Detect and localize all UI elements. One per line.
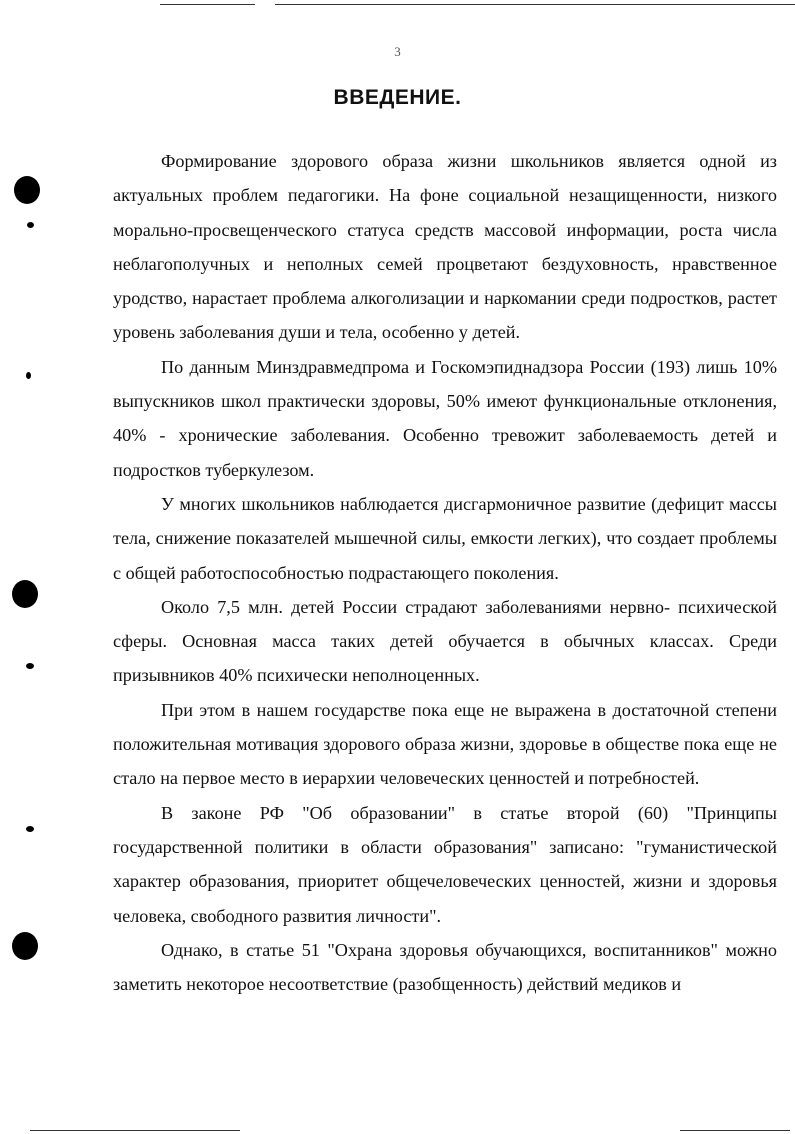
- scan-line-bottom-right: [680, 1130, 790, 1131]
- body-text: [113, 144, 777, 1001]
- paragraph: При этом в нашем государстве пока еще не выражена в достаточной степени положительная мотивация здорового образа жизни, здоровье в обществе пока еще не стало на первое место в иерархии человеческих ценностей и потребностей.: [113, 699, 777, 789]
- speck-3: [26, 663, 34, 669]
- paragraph: В законе РФ "Об образовании" в статье второй (60) "Принципы государственной политики в области образования" записано: "гуманистической характер образования, приоритет общечеловеческих ценностей, жизни и здоровья человека, свободного развития личности".: [113, 802, 777, 926]
- paragraph: Формирование здорового образа жизни школьников является одной из актуальных проблем педагогики. На фоне социальной незащищенности, низкого морально-просвещенческого статуса средств массовой информации, роста числа неблагополучных и неполных семей процветают бездуховность, нравственное уродство, нарастает проблема алкоголизации и наркомании среди подростков, растет уровень заболевания души и тела, особенно у детей.: [113, 151, 777, 343]
- scan-line-top: [160, 4, 255, 5]
- punch-hole-1: [14, 176, 40, 204]
- paragraph: Около 7,5 млн. детей России страдают заболеваниями нервно- психической сферы. Основная масса таких детей обучается в обычных классах. Среди призывников 40% психически неполноценных.: [113, 596, 777, 686]
- punch-hole-3: [12, 932, 38, 960]
- punch-hole-2: [12, 580, 38, 608]
- paragraph: У многих школьников наблюдается дисгармоничное развитие (дефицит массы тела, снижение показателей мышечной силы, емкости легких), что создает проблемы с общей работоспособностью подрастающего поколения.: [113, 493, 777, 583]
- scan-line-bottom-left: [30, 1130, 240, 1131]
- page-number: 3: [394, 44, 401, 59]
- paragraph: По данным Минздравмедпрома и Госкомэпиднадзора России (193) лишь 10% выпускников школ практически здоровы, 50% имеют функциональные отклонения, 40% - хронические заболевания. Особенно тревожит заболеваемость детей и подростков туберкулезом.: [113, 356, 777, 480]
- speck-2: [26, 372, 31, 379]
- speck-1: [27, 222, 34, 228]
- page-title: ВВЕДЕНИЕ.: [333, 86, 462, 109]
- scan-line-top-right: [275, 4, 795, 5]
- paragraph: Однако, в статье 51 "Охрана здоровья обучающихся, воспитанников" можно заметить некоторое несоответствие (разобщенность) действий медиков и: [113, 939, 777, 995]
- speck-4: [26, 826, 34, 832]
